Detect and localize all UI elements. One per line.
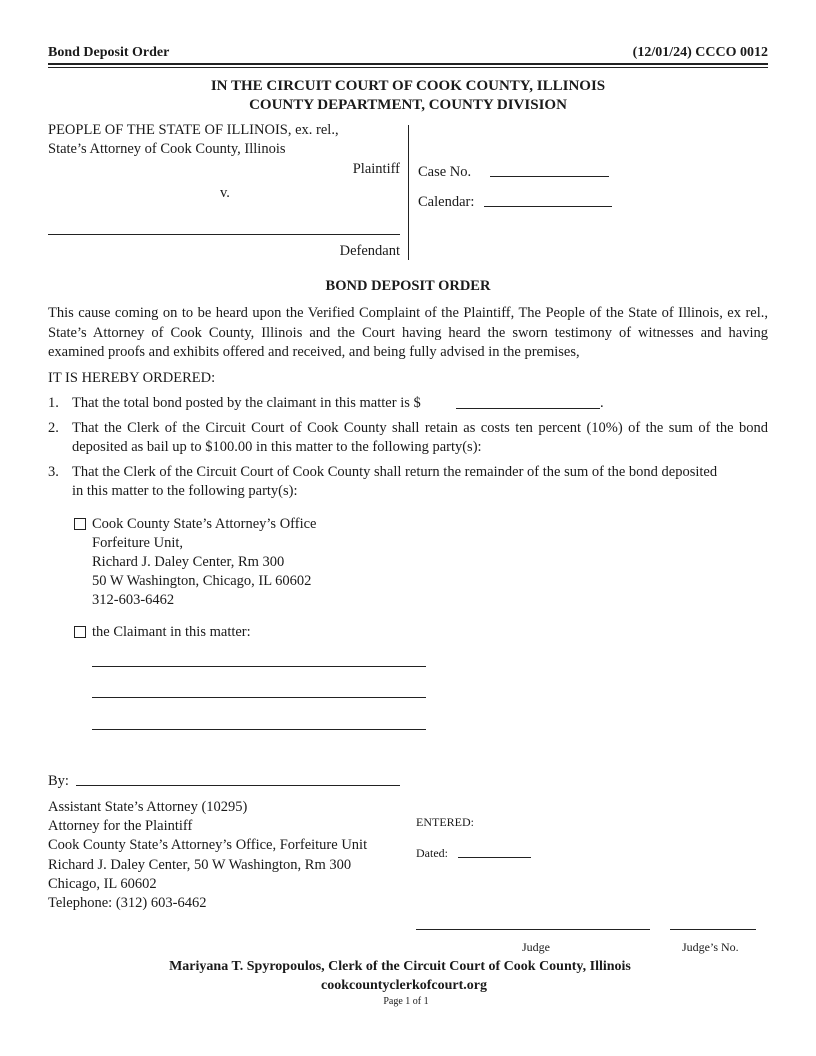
option-1-line5: 312-603-6462 (92, 592, 175, 608)
form-code: (12/01/24) CCCO 0012 (632, 45, 768, 60)
judge-signature-field[interactable] (416, 929, 650, 930)
option-1-line2: Forfeiture Unit, (92, 535, 184, 551)
dated-field[interactable] (458, 857, 531, 858)
ordered-label: IT IS HEREBY ORDERED: (48, 370, 216, 386)
court-division: COUNTY DEPARTMENT, COUNTY DIVISION (249, 97, 567, 113)
item-number: 2. (48, 420, 59, 436)
plaintiff-label: Plaintiff (352, 161, 400, 177)
item-text: That the Clerk of the Circuit Court of Cook County shall retain as costs ten percent (10%) of the sum of the bond deposited as bail up to $100.00 in this matter to the following party(s): (72, 420, 768, 455)
header-rule-thin (48, 67, 768, 68)
bond-amount-field[interactable] (456, 408, 600, 409)
claimant-line-1[interactable] (92, 666, 426, 667)
order-title: BOND DEPOSIT ORDER (325, 278, 491, 294)
court-heading (0, 77, 816, 115)
dated-label: Dated: (416, 846, 448, 860)
signature-field[interactable] (76, 785, 400, 786)
clerk-website: cookcountyclerkofcourt.org (320, 978, 488, 993)
option-1-line1: Cook County State’s Attorney’s Office (92, 516, 317, 532)
attorney-phone: Telephone: (312) 603-6462 (48, 895, 207, 911)
judge-number-field[interactable] (670, 929, 756, 930)
versus-label: v. (220, 185, 230, 201)
item-number: 3. (48, 464, 59, 480)
order-item-2 (0, 419, 816, 459)
calendar-label: Calendar: (418, 194, 475, 210)
claimant-line-3[interactable] (92, 729, 426, 730)
claimant-label: the Claimant in this matter: (92, 624, 251, 640)
case-no-field[interactable] (490, 176, 609, 177)
header-rule (48, 63, 768, 65)
item-1-period: . (600, 395, 604, 411)
attorney-line5: Chicago, IL 60602 (48, 876, 157, 892)
attorney-line3: Cook County State’s Attorney’s Office, Forfeiture Unit (48, 837, 368, 853)
defendant-label: Defendant (339, 243, 400, 259)
entered-label: ENTERED: (416, 815, 474, 829)
claimant-line-2[interactable] (92, 697, 426, 698)
by-label: By: (48, 773, 69, 789)
plaintiff-name-line2: State’s Attorney of Cook County, Illinois (48, 141, 286, 157)
case-no-label: Case No. (418, 164, 472, 180)
attorney-line1: Assistant State’s Attorney (10295) (48, 799, 248, 815)
judge-label: Judge (522, 940, 550, 954)
calendar-field[interactable] (484, 206, 612, 207)
intro-paragraph: This cause coming on to be heard upon the Verified Complaint of the Plaintiff, The People of the State of Illinois, ex rel., State’s Attorney of Cook County, Illinois and the Court having heard the sworn testimony of witnesses and having examined proofs and exhibits offered and received, and being fully advised in the premises, (48, 305, 768, 360)
defendant-name-field[interactable] (48, 234, 400, 235)
order-item-3 (0, 463, 816, 503)
page-number: Page 1 of 1 (383, 996, 429, 1007)
claimant-checkbox[interactable] (74, 626, 86, 638)
item-text: That the total bond posted by the claimant in this matter is $ (72, 395, 421, 411)
item-number: 1. (48, 395, 59, 411)
states-attorney-checkbox[interactable] (74, 518, 86, 530)
option-1-line3: Richard J. Daley Center, Rm 300 (92, 554, 285, 570)
attorney-line2: Attorney for the Plaintiff (48, 818, 193, 834)
option-1-line4: 50 W Washington, Chicago, IL 60602 (92, 573, 312, 589)
attorney-line4: Richard J. Daley Center, 50 W Washington, Rm 300 (48, 857, 352, 873)
court-name: IN THE CIRCUIT COURT OF COOK COUNTY, ILLINOIS (210, 78, 606, 94)
judge-no-label: Judge’s No. (682, 940, 739, 954)
caption-divider (408, 125, 409, 260)
item-text: That the Clerk of the Circuit Court of Cook County shall return the remainder of the sum of the bond deposited in this matter to the following party(s): (72, 464, 718, 499)
clerk-name: Mariyana T. Spyropoulos, Clerk of the Circuit Court of Cook County, Illinois (169, 959, 631, 974)
plaintiff-name: PEOPLE OF THE STATE OF ILLINOIS, ex. rel., (48, 122, 339, 138)
form-name: Bond Deposit Order (48, 45, 170, 60)
